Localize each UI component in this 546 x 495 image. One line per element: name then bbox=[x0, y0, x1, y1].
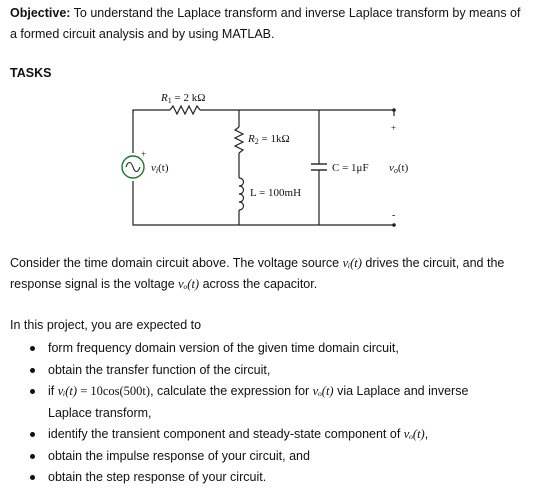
list-item bbox=[10, 381, 530, 424]
task-text: Laplace transform, bbox=[48, 405, 152, 420]
objective-text-line1: To understand the Laplace transform and inverse Laplace transform by means of bbox=[70, 6, 521, 20]
vi-math: vᵢ(t) bbox=[57, 384, 78, 398]
task-list bbox=[10, 338, 530, 489]
vo-math: vₒ(t) bbox=[312, 384, 334, 398]
list-item bbox=[10, 424, 530, 446]
inductor-label: L = 100mH bbox=[250, 187, 302, 199]
task-text: if bbox=[48, 384, 58, 398]
task-text: obtain the impulse response of your circuit, and bbox=[48, 448, 310, 463]
r2-label: R2 = 1kΩ bbox=[248, 133, 290, 146]
objective-label: Objective: bbox=[10, 6, 71, 20]
consider-text: Consider the time domain circuit above. The voltage source bbox=[10, 256, 343, 270]
vo-math: vₒ(t) bbox=[403, 427, 425, 441]
bullet-icon bbox=[30, 432, 35, 437]
list-item bbox=[10, 338, 530, 360]
bullet-icon bbox=[30, 368, 35, 373]
vo-math: vₒ(t) bbox=[178, 277, 200, 291]
task-text: identify the transient component and steady-state component of bbox=[48, 427, 404, 441]
bullet-icon bbox=[30, 346, 35, 351]
task-text: via Laplace and inverse bbox=[333, 384, 469, 398]
output-terminal-bottom bbox=[392, 223, 396, 227]
task-text: , bbox=[424, 427, 429, 441]
consider-paragraph bbox=[10, 253, 532, 295]
capacitor-label: C = 1μF bbox=[332, 162, 369, 174]
resistor-r1 bbox=[170, 106, 200, 114]
output-plus-sign: + bbox=[391, 123, 397, 133]
bullet-icon bbox=[30, 475, 35, 480]
intro-text: In this project, you are expected to bbox=[10, 318, 202, 332]
task-text: obtain the transfer function of the circuit, bbox=[48, 362, 271, 377]
objective-text-line2: a formed circuit analysis and by using MATLAB. bbox=[10, 27, 275, 41]
vi-math: vᵢ(t) bbox=[342, 256, 362, 270]
consider-text: across the capacitor. bbox=[199, 277, 318, 291]
output-voltage-label: vo(t) bbox=[389, 162, 409, 175]
output-minus-sign: - bbox=[392, 210, 396, 221]
task-text: form frequency domain version of the given time domain circuit, bbox=[48, 341, 399, 355]
task-text: obtain the step response of your circuit. bbox=[48, 470, 267, 484]
vi-equation: = 10cos(500t) bbox=[77, 384, 151, 398]
list-item bbox=[10, 446, 530, 468]
inductor-l bbox=[239, 178, 244, 210]
list-item bbox=[10, 467, 530, 489]
tasks-heading: TASKS bbox=[10, 66, 52, 80]
wire-top-left bbox=[133, 110, 170, 113]
task-text: , calculate the expression for bbox=[150, 384, 313, 398]
resistor-r2 bbox=[235, 127, 243, 153]
list-item bbox=[10, 360, 530, 382]
consider-text: response signal is the voltage bbox=[10, 277, 179, 291]
bullet-icon bbox=[30, 389, 35, 394]
bullet-icon bbox=[30, 454, 35, 459]
source-label: vi(t) bbox=[151, 162, 169, 175]
r1-label: R1 = 2 kΩ bbox=[161, 92, 206, 105]
consider-text: drives the circuit, and the bbox=[361, 256, 505, 270]
output-terminal-top bbox=[392, 108, 396, 112]
source-plus-sign: + bbox=[141, 149, 147, 159]
